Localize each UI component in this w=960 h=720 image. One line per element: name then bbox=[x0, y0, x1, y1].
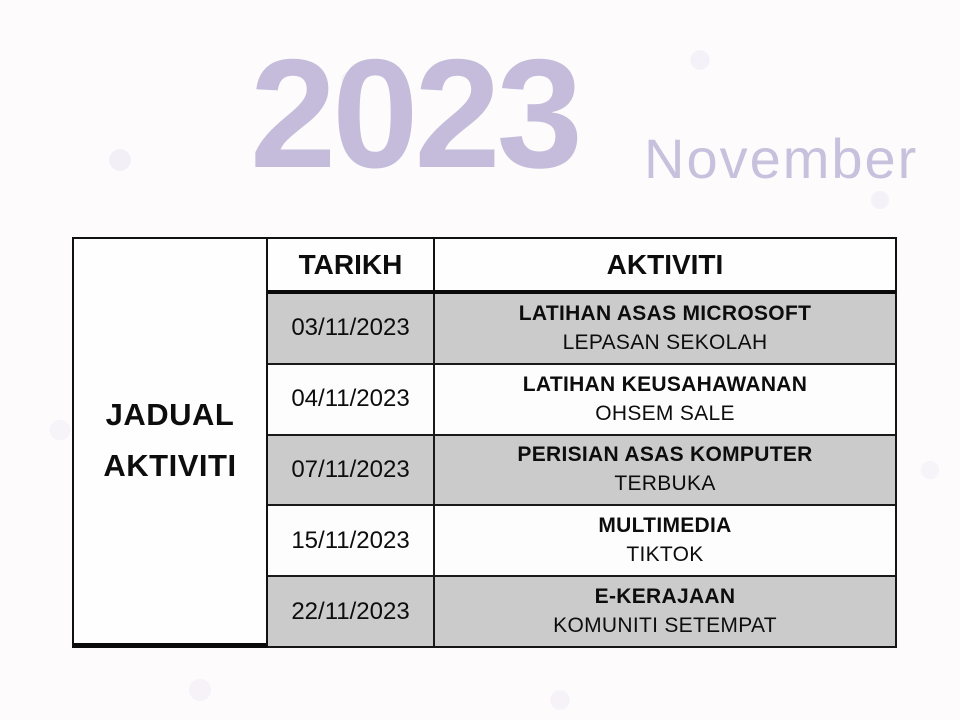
col-header-activity: AKTIVITI bbox=[606, 248, 724, 280]
activity-name: PERISIAN ASAS KOMPUTER bbox=[517, 443, 813, 467]
row-date: 15/11/2023 bbox=[268, 506, 435, 575]
table-row bbox=[268, 365, 895, 436]
row-date: 22/11/2023 bbox=[268, 577, 435, 646]
activity-name: MULTIMEDIA bbox=[598, 514, 732, 538]
header-row bbox=[268, 237, 897, 290]
row-activity-cell bbox=[435, 577, 895, 646]
activity-detail: OHSEM SALE bbox=[595, 401, 735, 425]
schedule-title-line2: AKTIVITI bbox=[103, 448, 237, 483]
row-date: 04/11/2023 bbox=[268, 365, 435, 434]
activity-name: LATIHAN KEUSAHAWANAN bbox=[522, 372, 808, 396]
table-row bbox=[268, 506, 895, 577]
table-row bbox=[268, 436, 895, 507]
schedule-title-cell bbox=[72, 237, 268, 648]
col-header-date: TARIKH bbox=[268, 239, 435, 290]
schedule-table bbox=[72, 237, 897, 648]
table-row bbox=[268, 294, 895, 365]
activity-detail: LEPASAN SEKOLAH bbox=[562, 330, 768, 354]
activity-name: LATIHAN ASAS MICROSOFT bbox=[518, 301, 812, 325]
activity-detail: KOMUNITI SETEMPAT bbox=[553, 614, 777, 638]
activity-detail: TIKTOK bbox=[626, 543, 704, 567]
row-date: 03/11/2023 bbox=[268, 294, 435, 363]
row-activity-cell bbox=[435, 365, 895, 434]
schedule-title-line1: JADUAL bbox=[105, 397, 235, 433]
table-row bbox=[268, 577, 895, 646]
table-body bbox=[268, 290, 897, 648]
row-activity-cell bbox=[435, 506, 895, 575]
row-activity-cell bbox=[435, 436, 895, 505]
schedule-grid bbox=[268, 237, 897, 648]
month-text: November bbox=[644, 127, 919, 190]
year-text: 2023 bbox=[250, 27, 579, 200]
activity-detail: TERBUKA bbox=[614, 472, 716, 496]
row-activity-cell bbox=[435, 294, 895, 363]
row-date: 07/11/2023 bbox=[268, 436, 435, 505]
activity-name: E-KERAJAAN bbox=[594, 585, 736, 609]
